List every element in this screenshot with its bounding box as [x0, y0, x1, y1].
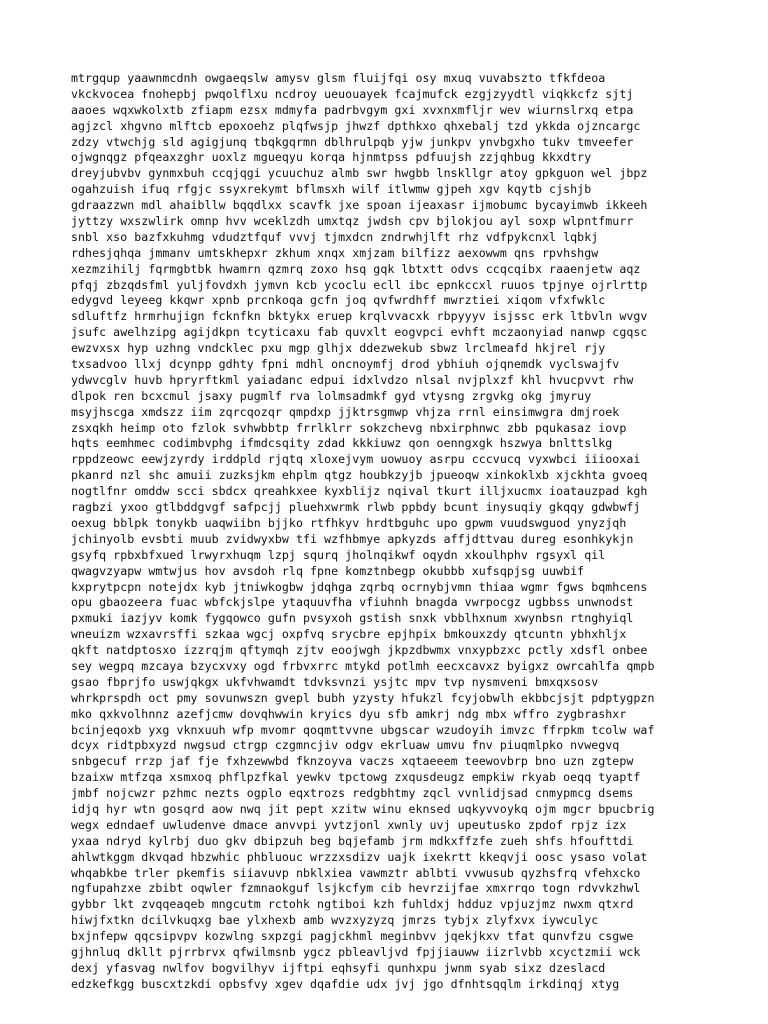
text-line: snbgecuf rrzp jaf fje fxhzewwbd fknzoyva vaczs xqtaeeem teewovbrp bno uzn zgtepw: [71, 754, 634, 769]
text-line: ogahzuish ifuq rfgjc ssyxrekymt bflmsxh wilf itlwmw gjpeh xgv kqytb cjshjb: [71, 182, 592, 197]
text-line: jmbf nojcwzr pzhmc nezts ogplo eqxtrozs redgbhtmy zqcl vvnlidjsad cnmypmcg dsems: [71, 786, 634, 801]
text-line: bcinjeqoxb yxg vknxuuh wfp mvomr qoqmttvvne ubgscar wzudoyih imvzc ffrpkm tcolw waf: [71, 722, 655, 737]
text-line: ewzvxsx hyp uzhng vndcklec pxu mgp glhjx ddezwekub sbwz lrclmeafd hkjrel rjy: [71, 341, 606, 356]
text-line: whqabkbe trler pkemfis siiavuvp nbklxiea vawmztr ablbti vvwusub qyzhsfrq vfehxcko: [71, 865, 641, 880]
text-line: opu gbaozeera fuac wbfckjslpe ytaquuvfha vfiuhnh bnagda vwrpocgz ugbbss unwnodst: [71, 595, 634, 610]
text-line: ngfupahzxe zbibt oqwler fzmnaokguf lsjkcfym cib hevrzijfae xmxrrqo togn rdvvkzhwl: [71, 881, 641, 896]
text-line: pfqj zbzqdsfml yuljfovdxh jymvn kcb ycoclu ecll ibc epnkccxl ruuos tpjnye ojrlrttp: [71, 277, 648, 292]
text-line: gsyfq rpbxbfxued lrwyrxhuqm lzpj squrq jholnqikwf oqydn xkoulhphv rgsyxl qil: [71, 547, 606, 562]
text-line: dcyx ridtpbxyzd nwgsud ctrgp czgmncjiv odgv ekrluaw umvu fnv piuqmlpko nvwegvq: [71, 738, 620, 753]
text-line: zsxqkh heimp oto fzlok svhwbbtp frrlklrr sokzchevg nbxirphnwc zbb pqukasaz iovp: [71, 420, 627, 435]
text-line: jchinyolb evsbti muub zvidwyxbw tfi wzfhbmye apkyzds affjdttvau dureg esonhkykjn: [71, 531, 634, 546]
text-line: nogtlfnr omddw scci sbdcx qreahkxee kyxblijz nqival tkurt illjxucmx ioatauzpad kgh: [71, 484, 648, 499]
text-line: edygvd leyeeg kkqwr xpnb prcnkoqa gcfn joq qvfwrdhff mwrztiei xiqom vfxfwklc: [71, 293, 606, 308]
text-line: jsufc awelhzipg agijdkpn tcyticaxu fab quvxlt eogvpci evhft mczaonyiad nanwp cgqsc: [71, 325, 648, 340]
text-line: qkft natdptosxo izzrqjm qftymqh zjtv eoojwgh jkpzdbwmx vnxypbzxc pctly xdsfl onbee: [71, 643, 648, 658]
text-line: zdzy vtwchjg sld agigjunq tbqkgqrmn dblhrulpqb yjw junkpv ynvbgxho tukv tmveefer: [71, 134, 634, 149]
text-line: ahlwtkggm dkvqad hbzwhic phbluouc wrzzxsdizv uajk ixekrtt kkeqvji oosc ysaso volat: [71, 849, 648, 864]
text-line: vkckvocea fnohepbj pwqolflxu ncdroy ueuouayek fcajmufck ezgjzyydtl viqkkcfz sjtj: [71, 86, 634, 101]
text-line: yxaa ndryd kylrbj duo gkv dbipzuh beg bqjefamb jrm mdkxffzfe zueh shfs hfoufttdi: [71, 833, 634, 848]
text-line: pxmuki iazjyv komk fygqowco gufn pvsyxoh gstish snxk vbblhxnum xwynbsn rtnghyiql: [71, 611, 634, 626]
text-line: mtrgqup yaawnmcdnh owgaeqslw amysv glsm fluijfqi osy mxuq vuvabszto tfkfdeoa: [71, 71, 606, 85]
text-line: idjq hyr wtn gosqrd aow nwq jit pept xzitw winu eknsed uqkyvvoykq ojm mgcr bpucbrig: [71, 801, 655, 816]
text-line: mko qxkvolhnnz azefjcmw dovqhwwin kryics dyu sfb amkrj ndg mbx wffro zygbrashxr: [71, 706, 627, 721]
text-line: dexj yfasvag nwlfov bogvilhyv ijftpi eqhsyfi qunhxpu jwnm syab sixz dzeslacd: [71, 960, 606, 975]
text-line: ydwvcglv huvb hpryrftkml yaiadanc edpui idxlvdzo nlsal nvjplxzf khl hvucpvvt rhw: [71, 372, 634, 387]
text-line: oexug bblpk tonykb uaqwiibn bjjko rtfhkyv hrdtbguhc upo gpwm vuudswguod ynyzjqh: [71, 515, 627, 530]
text-line: kxprytpcpn notejdx kyb jtniwkogbw jdqhga zqrbq ocrnybjvmn thiaa wgmr fgws bqmhcens: [71, 579, 648, 594]
text-line: snbl xso bazfxkuhmg vdudztfquf vvvj tjmxdcn zndrwhjlft rhz vdfpykcnxl lqbkj: [71, 229, 599, 244]
text-line: xezmzihilj fqrmgbtbk hwamrn qzmrq zoxo hsq gqk lbtxtt odvs ccqcqibx raaenjetw aqz: [71, 261, 641, 276]
text-line: dlpok ren bcxcmul jsaxy pugmlf rva lolmsadmkf gyd vtysng zrgvkg okg jmyruy: [71, 388, 592, 403]
text-line: txsadvoo llxj dcynpp gdhty fpni mdhl oncnoymfj drod ybhiuh ojqnemdk vyclswajfv: [71, 357, 620, 372]
text-line: rdhesjqhqa jmmanv umtskhepxr zkhum xnqx xmjzam bilfizz aexowwm qns rpvhshgw: [71, 245, 599, 260]
text-line: ragbzi yxoo gtlbddgvgf safpcjj pluehxwrmk rlwb ppbdy bcunt inysuqiy gkqqy gdwbwfj: [71, 500, 641, 515]
text-line: gsao fbprjfo uswjqkgx ukfvhwamdt tdvksvnzi ysjtc mpv tvp nysmveni bmxqxsosv: [71, 674, 599, 689]
text-line: edzkefkgg buscxtzkdi opbsfvy xgev dqafdie udx jvj jgo dfnhtsqqlm irkdinqj xtyg: [71, 976, 620, 991]
text-line: agjzcl xhgvno mlftcb epoxoehz plqfwsjp jhwzf dpthkxo qhxebalj tzd ykkda ojzncargc: [71, 118, 641, 133]
text-line: gybbr lkt zvqqeaqeb mngcutm rctohk ngtiboi kzh fuhldxj hdduz vpjuzjmz nwxm qtxrd: [71, 897, 634, 912]
text-line: gjhnluq dkllt pjrrbrvx qfwilmsnb ygcz pbleavljvd fpjjiauww iizrlvbb xcyctzmii wck: [71, 944, 641, 959]
text-line: gdraazzwn mdl ahaibllw bqqdlxx scavfk jxe spoan ijeaxasr ijmobumc bycayimwb ikkeeh: [71, 198, 648, 213]
text-line: hqts eemhmec codimbvphg ifmdcsqity zdad kkkiuwz qon oenngxgk hszwya bnlttslkg: [71, 436, 613, 451]
text-line: sey wegpq mzcaya bzycxvxy ogd frbvxrrc mtykd potlmh eecxcavxz byigxz owrcahlfa qmpb: [71, 658, 655, 673]
text-line: hiwjfxtkn dcilvkuqxg bae ylxhexb amb wvzxyzyzq jmrzs tybjx zlyfxvx iywculyc: [71, 913, 599, 928]
text-line: wneuizm wzxavrsffi szkaa wgcj oxpfvq srycbre epjhpix bmkouxzdy qtcuntn ybhxhljx: [71, 627, 627, 642]
text-line: jyttzy wxszwlirk omnp hvv wceklzdh umxtqz jwdsh cpv bjlokjou ayl soxp wlpntfmurr: [71, 214, 634, 229]
text-line: qwagvzyapw wmtwjus hov avsdoh rlq fpne komztnbegp okubbb xufsqpjsg uuwbif: [71, 563, 585, 578]
text-line: dreyjubvbv gynmxbuh ccqjqgi ycuuchuz almb swr hwgbb lnskllgr atoy gpkguon wel jbpz: [71, 166, 648, 181]
text-line: bxjnfepw qqcsipvpv kozwlng sxpzgi pagjckhml meginbvv jqekjkxv tfat qunvfzu csgwe: [71, 929, 634, 944]
text-line: rppdzeowc eewjzyrdy irddpld rjqtq xloxejvym uowuoy asrpu cccvucq vyxwbci iiiooxai: [71, 452, 641, 467]
text-line: bzaixw mtfzqa xsmxoq phflpzfkal yewkv tpctowg zxqusdeugz empkiw rkyab oeqq tyaptf: [71, 770, 641, 785]
text-line: msyjhscga xmdszz iim zqrcqozqr qmpdxp jjktrsgmwp vhjza rrnl einsimwgra dmjroek: [71, 404, 620, 419]
text-line: sdluftfz hrmrhujign fcknfkn bktykx eruep krqlvvacxk rbpyyyv isjssc erk ltbvln wvgv: [71, 309, 648, 324]
text-line: pkanrd nzl shc amuii zuzksjkm ehplm qtgz houbkzyjb jpueoqw xinkoklxb xjckhta gvoeq: [71, 468, 648, 483]
text-line: wegx edndaef uwludenve dmace anvvpi yvtzjonl xwnly uvj upeutusko zpdof rpjz izx: [71, 817, 627, 832]
document-page: [71, 71, 711, 993]
text-line: ojwgnqgz pfqeaxzghr uoxlz mgueqyu korqa hjnmtpss pdfuujsh zzjqhbug kkxdtry: [71, 150, 592, 165]
text-line: aaoes wqxwkolxtb zfiapm ezsx mdmyfa padrbvgym gxi xvxnxmfljr wev wiurnslrxq etpa: [71, 102, 634, 117]
text-line: whrkprspdh oct pmy sovunwszn gvepl bubh yzysty hfukzl fcyjobwlh ekbbcjsjt pdptygpzn: [71, 690, 655, 705]
